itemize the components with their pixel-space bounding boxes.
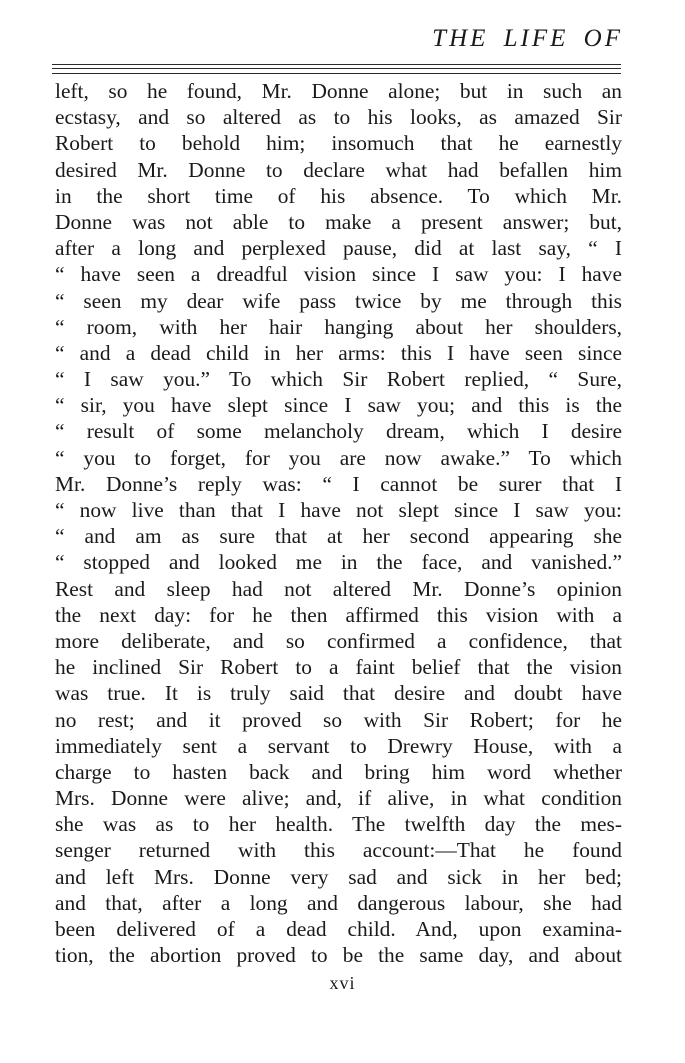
header-rule-middle (52, 68, 621, 69)
text-line: immediately sent a servant to Drewry House, with a (55, 733, 622, 758)
body-text (55, 78, 622, 968)
text-line: more deliberate, and so confirmed a confidence, that (55, 628, 622, 653)
text-line: “ and am as sure that at her second appearing she (55, 524, 622, 549)
text-line: desired Mr. Donne to declare what had befallen him (55, 157, 622, 182)
text-line: “ stopped and looked me in the face, and vanished.” (55, 550, 622, 575)
running-head: THE LIFE OF (432, 25, 623, 52)
text-line: Robert to behold him; insomuch that he earnestly (55, 131, 622, 156)
text-line: Mr. Donne’s reply was: “ I cannot be surer that I (55, 471, 622, 496)
text-line: he inclined Sir Robert to a faint belief that the vision (55, 655, 622, 680)
text-line: charge to hasten back and bring him word whether (55, 759, 622, 784)
text-line: in the short time of his absence. To which Mr. (55, 183, 622, 208)
text-line: and left Mrs. Donne very sad and sick in her bed; (55, 864, 622, 889)
text-line: Donne was not able to make a present answer; but, (55, 209, 622, 234)
text-line: she was as to her health. The twelfth day the mes- (55, 812, 622, 837)
text-line: been delivered of a dead child. And, upon examina- (55, 917, 622, 941)
text-line: no rest; and it proved so with Sir Robert; for he (55, 707, 622, 732)
text-line: and that, after a long and dangerous labour, she had (55, 890, 622, 915)
header-rule-bottom (52, 73, 621, 74)
text-line: the next day: for he then affirmed this vision with a (55, 602, 622, 627)
header-rule-top (52, 64, 621, 65)
text-line: left, so he found, Mr. Donne alone; but in such an (55, 79, 622, 103)
text-line: “ have seen a dreadful vision since I saw you: I have (55, 262, 622, 287)
text-line: “ now live than that I have not slept since I saw you: (55, 498, 622, 522)
text-line: “ result of some melancholy dream, which I desire (55, 419, 622, 444)
text-line: senger returned with this account:—That he found (55, 838, 622, 863)
text-line: “ sir, you have slept since I saw you; and this is the (55, 393, 622, 418)
text-line: was true. It is truly said that desire and doubt have (55, 681, 622, 706)
text-line: Rest and sleep had not altered Mr. Donne’s opinion (55, 576, 622, 601)
text-line: after a long and perplexed pause, did at last say, “ I (55, 236, 622, 261)
text-line: “ room, with her hair hanging about her shoulders, (55, 314, 622, 339)
text-line: “ and a dead child in her arms: this I have seen since (55, 340, 622, 365)
text-line: Mrs. Donne were alive; and, if alive, in what condition (55, 786, 622, 811)
text-line: tion, the abortion proved to be the same day, and about (55, 943, 622, 968)
page-number: xvi (329, 973, 356, 993)
text-line: “ you to forget, for you are now awake.” To which (55, 445, 622, 470)
text-line: “ I saw you.” To which Sir Robert replied, “ Sure, (55, 367, 622, 392)
text-line: ecstasy, and so altered as to his looks, as amazed Sir (55, 105, 622, 130)
text-line: “ seen my dear wife pass twice by me through this (55, 288, 622, 313)
